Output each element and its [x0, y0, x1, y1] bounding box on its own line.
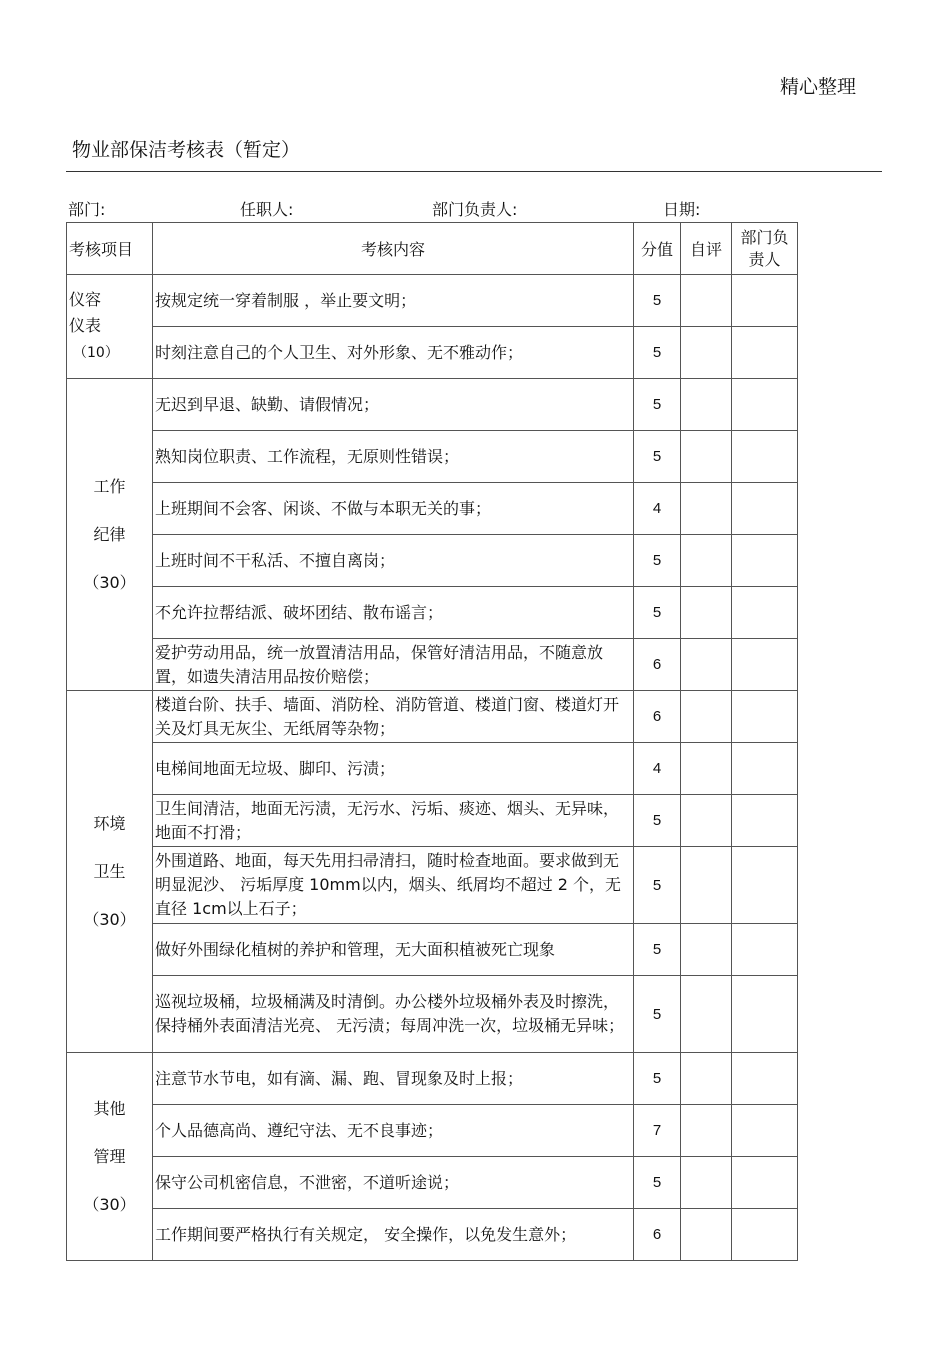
self-eval-cell[interactable] [681, 275, 732, 327]
title-divider [66, 171, 882, 172]
row-score: 5 [634, 275, 681, 327]
row-content: 保守公司机密信息，不泄密，不道听途说； [153, 1157, 634, 1209]
self-eval-cell[interactable] [681, 379, 732, 431]
category-line2: 卫生 [93, 861, 126, 881]
dept-head-cell[interactable] [732, 587, 798, 639]
row-content: 个人品德高尚、遵纪守法、无不良事迹； [153, 1105, 634, 1157]
meta-head-label: 部门负责人: [432, 200, 518, 219]
row-score: 6 [634, 639, 681, 691]
table-row [67, 1157, 798, 1209]
row-content: 楼道台阶、扶手、墙面、消防栓、消防管道、楼道门窗、楼道灯开关及灯具无灰尘、无纸屑等杂物； [153, 691, 634, 743]
table-row [67, 431, 798, 483]
row-score: 5 [634, 976, 681, 1053]
row-score: 5 [634, 795, 681, 847]
table-row [67, 1209, 798, 1261]
self-eval-cell[interactable] [681, 743, 732, 795]
header-dept-head-line1: 部门负 [740, 227, 789, 247]
table-row [67, 976, 798, 1053]
category-line2: 管理 [93, 1146, 126, 1166]
category-line2: 仪表 [69, 316, 102, 335]
category-points: （30） [83, 1194, 136, 1214]
self-eval-cell[interactable] [681, 847, 732, 924]
self-eval-cell[interactable] [681, 1209, 732, 1261]
row-content: 时刻注意自己的个人卫生、对外形象、无不雅动作； [153, 327, 634, 379]
page-title: 物业部保洁考核表（暂定） [72, 139, 301, 161]
meta-holder-label: 任职人: [240, 200, 294, 219]
dept-head-cell[interactable] [732, 1053, 798, 1105]
category-cell [67, 1053, 153, 1261]
self-eval-cell[interactable] [681, 924, 732, 976]
header-dept-head [732, 223, 798, 275]
row-content: 注意节水节电，如有滴、漏、跑、冒现象及时上报； [153, 1053, 634, 1105]
category-line2: 纪律 [93, 524, 126, 544]
dept-head-cell[interactable] [732, 976, 798, 1053]
category-points: （30） [83, 572, 136, 592]
row-content: 电梯间地面无垃圾、脚印、污渍； [153, 743, 634, 795]
dept-head-cell[interactable] [732, 795, 798, 847]
row-score: 5 [634, 431, 681, 483]
self-eval-cell[interactable] [681, 535, 732, 587]
row-score: 7 [634, 1105, 681, 1157]
table-row [67, 1053, 798, 1105]
table-row [67, 795, 798, 847]
row-score: 5 [634, 847, 681, 924]
dept-head-cell[interactable] [732, 924, 798, 976]
self-eval-cell[interactable] [681, 327, 732, 379]
dept-head-cell[interactable] [732, 483, 798, 535]
table-row [67, 327, 798, 379]
header-item: 考核项目 [67, 223, 153, 275]
row-content: 不允许拉帮结派、破坏团结、散布谣言； [153, 587, 634, 639]
row-score: 4 [634, 483, 681, 535]
row-content: 上班期间不会客、闲谈、不做与本职无关的事； [153, 483, 634, 535]
table-row [67, 379, 798, 431]
row-content: 上班时间不干私活、不擅自离岗； [153, 535, 634, 587]
category-line1: 环境 [93, 813, 126, 833]
row-score: 5 [634, 924, 681, 976]
self-eval-cell[interactable] [681, 1053, 732, 1105]
table-row [67, 743, 798, 795]
self-eval-cell[interactable] [681, 587, 732, 639]
dept-head-cell[interactable] [732, 847, 798, 924]
row-score: 5 [634, 587, 681, 639]
category-cell [67, 275, 153, 379]
row-score: 5 [634, 1053, 681, 1105]
dept-head-cell[interactable] [732, 327, 798, 379]
category-cell [67, 691, 153, 1053]
self-eval-cell[interactable] [681, 795, 732, 847]
category-line1: 其他 [93, 1098, 126, 1118]
row-score: 6 [634, 691, 681, 743]
dept-head-cell[interactable] [732, 535, 798, 587]
table-row [67, 587, 798, 639]
category-line1: 仪容 [69, 290, 102, 309]
category-cell [67, 379, 153, 691]
category-line1: 工作 [93, 476, 126, 496]
row-content: 卫生间清洁，地面无污渍，无污水、污垢、痰迹、烟头、无异味，地面不打滑； [153, 795, 634, 847]
header-content: 考核内容 [153, 223, 634, 275]
table-row [67, 483, 798, 535]
meta-date-label: 日期: [663, 200, 701, 219]
table-row [67, 535, 798, 587]
row-score: 6 [634, 1209, 681, 1261]
assessment-table [66, 222, 798, 1261]
meta-dept-label: 部门: [68, 200, 106, 219]
row-content: 熟知岗位职责、工作流程，无原则性错误； [153, 431, 634, 483]
self-eval-cell[interactable] [681, 691, 732, 743]
dept-head-cell[interactable] [732, 639, 798, 691]
self-eval-cell[interactable] [681, 483, 732, 535]
row-content: 爱护劳动用品，统一放置清洁用品，保管好清洁用品，不随意放置，如遗失清洁用品按价赔偿； [153, 639, 634, 691]
self-eval-cell[interactable] [681, 431, 732, 483]
table-header-row [67, 223, 798, 275]
dept-head-cell[interactable] [732, 1105, 798, 1157]
table-row [67, 639, 798, 691]
corner-note: 精心整理 [780, 76, 857, 98]
dept-head-cell[interactable] [732, 379, 798, 431]
header-dept-head-line2: 责人 [748, 249, 781, 269]
row-score: 5 [634, 1157, 681, 1209]
table-row [67, 924, 798, 976]
table-row [67, 691, 798, 743]
dept-head-cell[interactable] [732, 1209, 798, 1261]
row-score: 5 [634, 535, 681, 587]
table-row [67, 847, 798, 924]
row-score: 5 [634, 327, 681, 379]
self-eval-cell[interactable] [681, 976, 732, 1053]
dept-head-cell[interactable] [732, 1157, 798, 1209]
row-content: 工作期间要严格执行有关规定， 安全操作，以免发生意外； [153, 1209, 634, 1261]
self-eval-cell[interactable] [681, 1157, 732, 1209]
dept-head-cell[interactable] [732, 431, 798, 483]
row-score: 4 [634, 743, 681, 795]
header-self-eval: 自评 [681, 223, 732, 275]
row-content: 外围道路、地面，每天先用扫帚清扫，随时检查地面。要求做到无明显泥沙、 污垢厚度 10mm以内，烟头、纸屑均不超过 2 个，无直径 1cm以上石子； [153, 847, 634, 924]
category-points: （10） [73, 345, 119, 361]
header-score: 分值 [634, 223, 681, 275]
self-eval-cell[interactable] [681, 639, 732, 691]
row-content: 无迟到早退、缺勤、请假情况； [153, 379, 634, 431]
row-content: 按规定统一穿着制服 ，举止要文明； [153, 275, 634, 327]
self-eval-cell[interactable] [681, 1105, 732, 1157]
dept-head-cell[interactable] [732, 691, 798, 743]
row-content: 巡视垃圾桶，垃圾桶满及时清倒。办公楼外垃圾桶外表及时擦洗，保持桶外表面清洁光亮、 无污渍；每周冲洗一次，垃圾桶无异味； [153, 976, 634, 1053]
row-content: 做好外围绿化植树的养护和管理，无大面积植被死亡现象 [153, 924, 634, 976]
dept-head-cell[interactable] [732, 743, 798, 795]
dept-head-cell[interactable] [732, 275, 798, 327]
table-row [67, 275, 798, 327]
table-row [67, 1105, 798, 1157]
category-points: （30） [83, 909, 136, 929]
row-score: 5 [634, 379, 681, 431]
